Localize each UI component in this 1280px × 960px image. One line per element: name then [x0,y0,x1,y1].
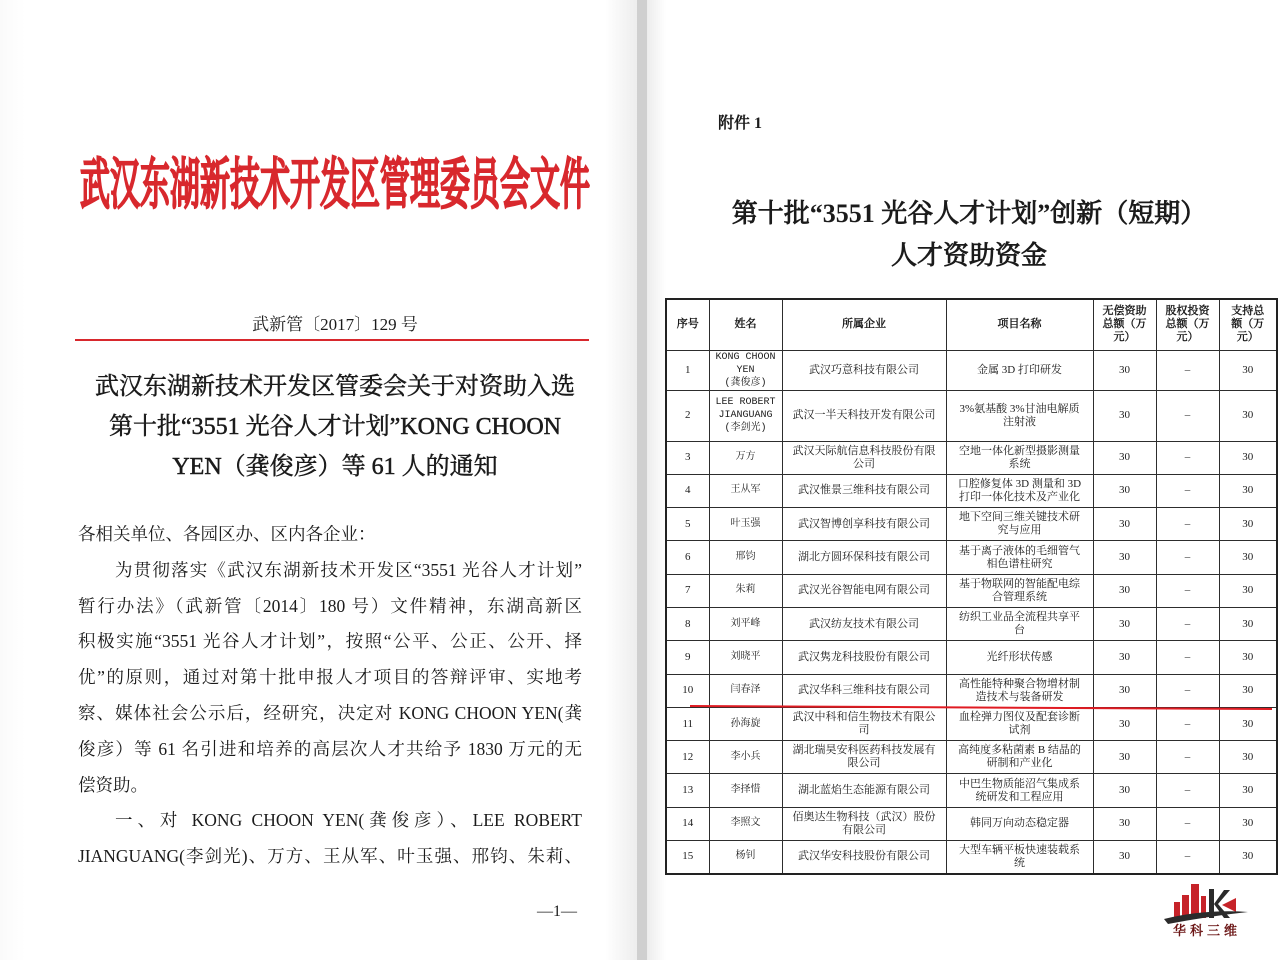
header-grant-total: 无偿资助总额（万元） [1093,299,1156,350]
cell-total: 30 [1219,508,1277,541]
cell-grant: 30 [1093,807,1156,840]
cell-company: 武汉华科三维科技有限公司 [782,674,946,707]
cell-equity: – [1156,707,1219,740]
cell-name: 万方 [709,441,782,474]
cell-company: 湖北方圆环保科技有限公司 [782,541,946,574]
body-line: 优”的原则，通过对第十批申报人才项目的答辩评审、实地考 [78,667,582,688]
cell-name: 李小兵 [709,741,782,774]
header-project: 项目名称 [946,299,1093,350]
cell-equity: – [1156,807,1219,840]
cell-total: 30 [1219,350,1277,390]
cell-equity: – [1156,741,1219,774]
body-line: JIANGUANG(李剑光)、万方、王从军、叶玉强、邢钧、朱莉、 [78,846,582,867]
table-row [666,807,1277,840]
cell-name: 杨钊 [709,841,782,874]
table-row [666,574,1277,607]
cell-project: 口腔修复体 3D 测量和 3D 打印一体化技术及产业化 [946,474,1093,507]
attachment-title [687,193,1251,277]
cell-grant: 30 [1093,508,1156,541]
cell-grant: 30 [1093,674,1156,707]
funding-table-body [666,350,1277,874]
cell-grant: 30 [1093,350,1156,390]
cell-total: 30 [1219,441,1277,474]
body-line: 一、对 KONG CHOON YEN(龚俊彦）、LEE ROBERT [115,810,582,831]
cell-equity: – [1156,574,1219,607]
cell-project: 高性能特种聚合物增材制造技术与装备研发 [946,674,1093,707]
cell-project: 大型车辆平板快速装载系统 [946,841,1093,874]
cell-project: 中巴生物质能沼气集成系统研发和工程应用 [946,774,1093,807]
cell-project: 血栓弹力图仪及配套诊断试剂 [946,707,1093,740]
cell-grant: 30 [1093,390,1156,441]
cell-equity: – [1156,607,1219,640]
cell-project: 基于离子液体的毛细管气相色谱柱研究 [946,541,1093,574]
cell-no: 13 [666,774,709,807]
cell-equity: – [1156,474,1219,507]
cell-total: 30 [1219,774,1277,807]
cell-equity: – [1156,441,1219,474]
header-company: 所属企业 [782,299,946,350]
cell-company: 武汉一半天科技开发有限公司 [782,390,946,441]
cell-company: 武汉中科和信生物技术有限公司 [782,707,946,740]
cell-name: 王从军 [709,474,782,507]
salutation: 各相关单位、各园区办、区内各企业： [78,524,376,544]
cell-project: 高纯度多粘菌素 B 结晶的研制和产业化 [946,741,1093,774]
logo-text: 华科三维 [1172,924,1241,939]
notice-title-line: 第十批“3551 光谷人才计划”KONG CHOON [109,414,561,440]
cell-company: 武汉天际航信息科技股份有限公司 [782,441,946,474]
cell-no: 11 [666,707,709,740]
notice-title-line: 武汉东湖新技术开发区管委会关于对资助入选 [95,374,575,400]
cell-total: 30 [1219,541,1277,574]
cell-equity: – [1156,641,1219,674]
cell-grant: 30 [1093,841,1156,874]
table-row [666,707,1277,740]
cell-project: 地下空间三维关键技术研究与应用 [946,508,1093,541]
page-number: —1— [537,903,577,920]
body-line: 俊彦）等 61 名引进和培养的高层次人才共给予 1830 万元的无 [78,738,582,759]
cell-company: 佰奥达生物科技（武汉）股份有限公司 [782,807,946,840]
cell-no: 1 [666,350,709,390]
cell-no: 12 [666,741,709,774]
cell-project: 3%氨基酸 3%甘油电解质注射液 [946,390,1093,441]
table-row [666,474,1277,507]
cell-company: 武汉巧意科技有限公司 [782,350,946,390]
table-row [666,841,1277,874]
funding-table [665,298,1278,875]
header-serial-number: 序号 [666,299,709,350]
cell-no: 8 [666,607,709,640]
attachment-page [647,0,1280,960]
table-row [666,350,1277,390]
table-row [666,741,1277,774]
cell-total: 30 [1219,474,1277,507]
cell-name: 李择惜 [709,774,782,807]
cell-grant: 30 [1093,574,1156,607]
cell-name: 闫春泽 [709,674,782,707]
header-support-total: 支持总额（万元） [1219,299,1277,350]
notice-body [78,517,582,875]
cell-no: 2 [666,390,709,441]
table-row [666,607,1277,640]
cell-equity: – [1156,774,1219,807]
cell-company: 武汉华安科技股份有限公司 [782,841,946,874]
cell-total: 30 [1219,741,1277,774]
cell-name: 叶玉强 [709,508,782,541]
body-line: 偿资助。 [78,774,148,795]
cell-no: 9 [666,641,709,674]
cell-name: LEE ROBERT JIANGUANG (李剑光) [709,390,782,441]
cell-total: 30 [1219,841,1277,874]
cell-grant: 30 [1093,774,1156,807]
cell-company: 武汉惟景三维科技有限公司 [782,474,946,507]
header-row [666,299,1277,350]
attachment-label: 附件 1 [718,115,763,132]
cell-name: 刘平峰 [709,607,782,640]
table-header [666,299,1277,350]
cell-name: 孙海旋 [709,707,782,740]
cell-name: 朱莉 [709,574,782,607]
cell-grant: 30 [1093,441,1156,474]
cell-total: 30 [1219,641,1277,674]
logo-building-shape [1174,902,1180,918]
table-row [666,390,1277,441]
cell-company: 湖北蓝焰生态能源有限公司 [782,774,946,807]
attachment-title-line: 第十批“3551 光谷人才计划”创新（短期） [731,199,1207,228]
cell-company: 武汉纺友技术有限公司 [782,607,946,640]
cell-total: 30 [1219,574,1277,607]
huake-building-logo-icon [1160,876,1250,924]
table-row [666,441,1277,474]
cell-name: 邢钧 [709,541,782,574]
cell-no: 7 [666,574,709,607]
table-row [666,541,1277,574]
cell-equity: – [1156,541,1219,574]
cell-company: 武汉隽龙科技股份有限公司 [782,641,946,674]
cell-equity: – [1156,508,1219,541]
header-name: 姓名 [709,299,782,350]
red-divider-line [75,339,589,341]
logo-building-shape [1191,884,1199,918]
cell-name: KONG CHOON YEN (龚俊彦) [709,350,782,390]
cell-company: 武汉智博创享科技有限公司 [782,508,946,541]
attachment-title-line: 人才资助资金 [890,241,1047,270]
cell-company: 武汉光谷智能电网有限公司 [782,574,946,607]
cell-name: 李照文 [709,807,782,840]
body-line: 积极实施“3551 光谷人才计划”，按照“公平、公正、公开、择 [78,631,582,652]
document-header-title: 武汉东湖新技术开发区管理委员会文件 [80,155,590,217]
cell-equity: – [1156,350,1219,390]
table-row [666,508,1277,541]
header-equity-total: 股权投资总额（万元） [1156,299,1219,350]
cell-grant: 30 [1093,607,1156,640]
logo-wedge-shape [1222,898,1236,912]
cell-total: 30 [1219,607,1277,640]
cell-no: 10 [666,674,709,707]
cell-project: 纺织工业品全流程共享平台 [946,607,1093,640]
cell-no: 6 [666,541,709,574]
cell-project: 空地一体化新型摄影测量系统 [946,441,1093,474]
cell-grant: 30 [1093,741,1156,774]
cell-no: 15 [666,841,709,874]
body-line: 暂行办法》（武新管〔2014〕180 号）文件精神，东湖高新区 [78,595,582,616]
table-row [666,641,1277,674]
document-number: 武新管〔2017〕129 号 [252,315,418,334]
cell-project: 基于物联网的智能配电综合管理系统 [946,574,1093,607]
cell-grant: 30 [1093,474,1156,507]
cell-total: 30 [1219,707,1277,740]
cell-no: 3 [666,441,709,474]
table-row [666,674,1277,707]
cell-no: 5 [666,508,709,541]
company-logo [1160,876,1250,942]
cell-total: 30 [1219,390,1277,441]
cell-equity: – [1156,841,1219,874]
cell-project: 光纤形状传感 [946,641,1093,674]
body-line: 为贯彻落实《武汉东湖新技术开发区“3551 光谷人才计划” [115,559,582,580]
body-line: 察、媒体社会公示后，经研究，决定对 KONG CHOON YEN(龚 [78,702,582,723]
cell-grant: 30 [1093,641,1156,674]
cell-equity: – [1156,390,1219,441]
cell-total: 30 [1219,807,1277,840]
cell-name: 刘晓平 [709,641,782,674]
cell-total: 30 [1219,674,1277,707]
cell-no: 14 [666,807,709,840]
cell-company: 湖北瑞昊安科医药科技发展有限公司 [782,741,946,774]
notice-title [62,367,608,487]
cell-equity: – [1156,674,1219,707]
notice-page [0,0,637,960]
cell-project: 金属 3D 打印研发 [946,350,1093,390]
table-row [666,774,1277,807]
notice-title-line: YEN（龚俊彦）等 61 人的通知 [172,454,498,480]
cell-grant: 30 [1093,541,1156,574]
cell-grant: 30 [1093,707,1156,740]
cell-no: 4 [666,474,709,507]
cell-project: 韩同万向动态稳定器 [946,807,1093,840]
